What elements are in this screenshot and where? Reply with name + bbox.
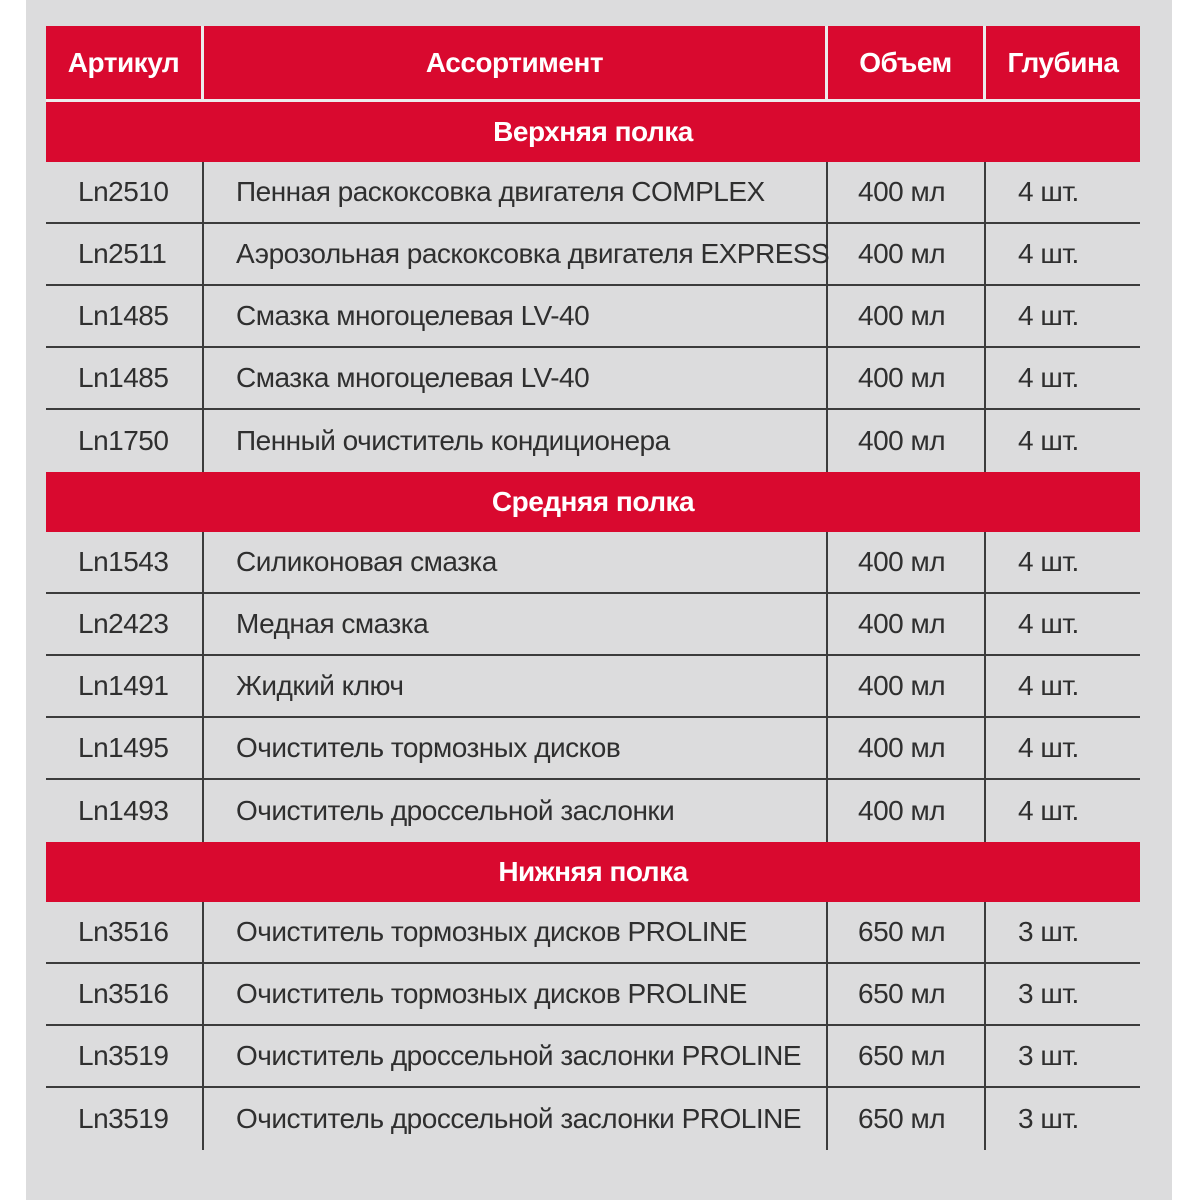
- article-cell: Ln1495: [46, 718, 204, 778]
- product-name-cell: Очиститель тормозных дисков PROLINE: [204, 964, 828, 1024]
- product-name-cell: Пенная раскоксовка двигателя COMPLEX: [204, 162, 828, 222]
- product-name-cell: Очиститель тормозных дисков: [204, 718, 828, 778]
- table-row: [46, 348, 1140, 410]
- section-header-bottom-shelf: [46, 842, 1140, 902]
- table-header: [46, 26, 1140, 102]
- volume-cell: 650 мл: [828, 964, 986, 1024]
- product-name-cell: Силиконовая смазка: [204, 532, 828, 592]
- article-cell: Ln1485: [46, 348, 204, 408]
- article-cell: Ln2511: [46, 224, 204, 284]
- depth-cell: 3 шт.: [1018, 1103, 1079, 1134]
- depth-cell: 4 шт.: [1018, 238, 1079, 269]
- volume-cell: 400 мл: [828, 162, 986, 222]
- product-name-cell: Смазка многоцелевая LV-40: [204, 286, 828, 346]
- table-row: [46, 162, 1140, 224]
- volume-cell: 650 мл: [828, 902, 986, 962]
- depth-cell: 4 шт.: [1018, 425, 1079, 456]
- table-row: [46, 410, 1140, 472]
- volume-cell: 650 мл: [828, 1088, 986, 1150]
- table-row: [46, 964, 1140, 1026]
- depth-cell: 3 шт.: [1018, 978, 1079, 1009]
- section-header-middle-shelf: [46, 472, 1140, 532]
- table-row: [46, 1088, 1140, 1150]
- table-row: [46, 656, 1140, 718]
- depth-cell: 4 шт.: [1018, 176, 1079, 207]
- section-header-top-shelf: [46, 102, 1140, 162]
- depth-cell: 4 шт.: [1018, 546, 1079, 577]
- header-assortment: Ассортимент: [204, 26, 828, 99]
- section-title: Верхняя полка: [493, 116, 693, 147]
- volume-cell: 400 мл: [828, 224, 986, 284]
- article-cell: Ln3519: [46, 1026, 204, 1086]
- volume-cell: 400 мл: [828, 718, 986, 778]
- product-name-cell: Смазка многоцелевая LV-40: [204, 348, 828, 408]
- product-name-cell: Очиститель тормозных дисков PROLINE: [204, 902, 828, 962]
- table-row: [46, 286, 1140, 348]
- article-cell: Ln3519: [46, 1088, 204, 1150]
- table-row: [46, 902, 1140, 964]
- article-cell: Ln2510: [46, 162, 204, 222]
- depth-cell: 4 шт.: [1018, 732, 1079, 763]
- volume-cell: 400 мл: [828, 348, 986, 408]
- header-depth: Глубина: [1007, 46, 1119, 78]
- table-row: [46, 224, 1140, 286]
- volume-cell: 400 мл: [828, 656, 986, 716]
- table-row: [46, 1026, 1140, 1088]
- volume-cell: 650 мл: [828, 1026, 986, 1086]
- product-name-cell: Медная смазка: [204, 594, 828, 654]
- depth-cell: 3 шт.: [1018, 916, 1079, 947]
- product-name-cell: Очиститель дроссельной заслонки PROLINE: [204, 1088, 828, 1150]
- product-name-cell: Аэрозольная раскоксовка двигателя EXPRESS: [204, 224, 828, 284]
- article-cell: Ln3516: [46, 964, 204, 1024]
- volume-cell: 400 мл: [828, 780, 986, 842]
- article-cell: Ln1485: [46, 286, 204, 346]
- article-cell: Ln1750: [46, 410, 204, 472]
- table-row: [46, 594, 1140, 656]
- section-title: Средняя полка: [491, 486, 695, 517]
- product-name-cell: Очиститель дроссельной заслонки: [204, 780, 828, 842]
- volume-cell: 400 мл: [828, 410, 986, 472]
- depth-cell: 4 шт.: [1018, 795, 1079, 826]
- product-name-cell: Жидкий ключ: [204, 656, 828, 716]
- header-article: Артикул: [46, 26, 204, 99]
- product-name-cell: Пенный очиститель кондиционера: [204, 410, 828, 472]
- product-name-cell: Очиститель дроссельной заслонки PROLINE: [204, 1026, 828, 1086]
- depth-cell: 3 шт.: [1018, 1040, 1079, 1071]
- depth-cell: 4 шт.: [1018, 300, 1079, 331]
- article-cell: Ln1493: [46, 780, 204, 842]
- table-row: [46, 718, 1140, 780]
- article-cell: Ln1543: [46, 532, 204, 592]
- volume-cell: 400 мл: [828, 286, 986, 346]
- product-table: [46, 26, 1140, 1150]
- volume-cell: 400 мл: [828, 532, 986, 592]
- header-volume: Объем: [828, 26, 986, 99]
- article-cell: Ln2423: [46, 594, 204, 654]
- volume-cell: 400 мл: [828, 594, 986, 654]
- section-title: Нижняя полка: [498, 856, 688, 887]
- depth-cell: 4 шт.: [1018, 670, 1079, 701]
- table-row: [46, 780, 1140, 842]
- article-cell: Ln3516: [46, 902, 204, 962]
- table-row: [46, 532, 1140, 594]
- depth-cell: 4 шт.: [1018, 362, 1079, 393]
- depth-cell: 4 шт.: [1018, 608, 1079, 639]
- article-cell: Ln1491: [46, 656, 204, 716]
